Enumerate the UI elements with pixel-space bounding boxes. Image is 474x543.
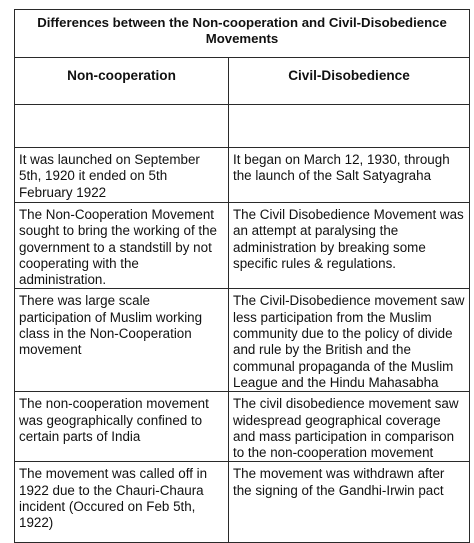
- title-row: [15, 10, 470, 58]
- spacer-row: [15, 105, 470, 148]
- cell-text: The Civil Disobedience Movement was an attempt at paralysing the administration by breaking some specific rules & regulations.: [233, 207, 464, 271]
- table-cell: [15, 462, 229, 543]
- table-row: [15, 462, 470, 543]
- cell-text: The movement was withdrawn after the signing of the Gandhi-Irwin pact: [233, 466, 445, 498]
- table-cell: [229, 148, 470, 203]
- table-cell: [229, 203, 470, 289]
- table-cell: [15, 148, 229, 203]
- spacer-cell: [15, 105, 229, 148]
- table-title: Differences between the Non-cooperation and Civil-Disobedience Movements: [37, 15, 447, 46]
- table-row: [15, 148, 470, 203]
- cell-text: There was large scale participation of Muslim working class in the Non-Cooperation movement: [19, 293, 203, 358]
- cell-text: The civil disobedience movement saw widespread geographical coverage and mass participation in comparison to the non-cooperation movement: [233, 396, 459, 461]
- column-header-civil-disobedience: [229, 58, 470, 105]
- table-cell: [15, 392, 229, 462]
- cell-text: The movement was called off in 1922 due to the Chauri-Chaura incident (Occured on Feb 5th, 1922): [19, 466, 208, 531]
- table-row: [15, 203, 470, 289]
- cell-text: The non-cooperation movement was geographically confined to certain parts of India: [19, 396, 209, 444]
- table-row: [15, 289, 470, 392]
- table-cell: [15, 289, 229, 392]
- column-header-label: Non-cooperation: [67, 68, 176, 83]
- table-row: [15, 392, 470, 462]
- header-row: [15, 58, 470, 105]
- table-cell: [229, 289, 470, 392]
- cell-text: The Non-Cooperation Movement sought to bring the working of the government to a standstill by not cooperating with the administration.: [19, 207, 218, 288]
- column-header-label: Civil-Disobedience: [288, 68, 410, 83]
- cell-text: It was launched on September 5th, 1920 it ended on 5th February 1922: [19, 152, 200, 200]
- column-header-non-cooperation: [15, 58, 229, 105]
- table-title-cell: [15, 10, 470, 58]
- table-cell: [15, 203, 229, 289]
- table-cell: [229, 392, 470, 462]
- spacer-cell: [229, 105, 470, 148]
- cell-text: The Civil-Disobedience movement saw less participation from the Muslim community due to the policy of divide and rule by the British and the communal propaganda of the Muslim League and the Hindu Mahasabha: [233, 293, 465, 390]
- cell-text: It began on March 12, 1930, through the launch of the Salt Satyagraha: [233, 152, 450, 184]
- comparison-table: [14, 9, 470, 543]
- table-cell: [229, 462, 470, 543]
